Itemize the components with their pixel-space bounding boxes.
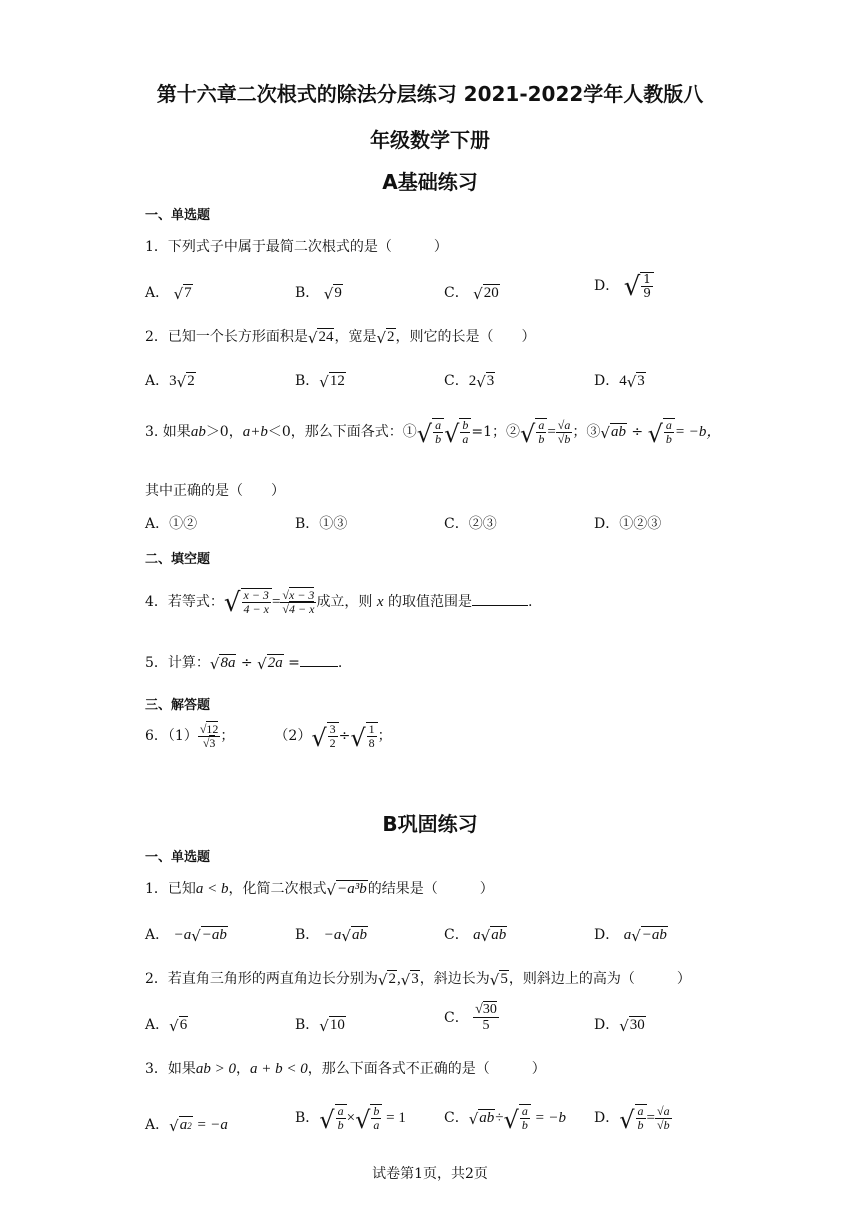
a-q1-option-a: A． √ 7 bbox=[145, 285, 192, 303]
b-q2-option-c: C． $\frac{√30}{5}$ bbox=[444, 1002, 497, 1034]
b-q3-option-d: D． √ $\frac{a}{b}$ = $\frac{√a}{√b}$ bbox=[594, 1103, 670, 1135]
q5-answer-blank[interactable] bbox=[300, 666, 338, 667]
b-question-3: 3．如果ab > 0，a + b < 0，那么下面各式不正确的是（ ） bbox=[145, 1061, 546, 1077]
section-a-title: A基础练习 bbox=[382, 170, 478, 194]
a-q1-option-b: B． √ 9 bbox=[295, 285, 342, 303]
a-question-4: 4．若等式： √ $\frac{x - 3}{4 - x}$ = $\frac{√x - 3}{√4 - x}$ 成立，则 x 的取值范围是 . bbox=[145, 587, 533, 619]
b-q3-option-c: C． √ ab ÷ √ $\frac{a}{b}$ = −b bbox=[444, 1104, 567, 1135]
b-q3-option-a: A． √ a 2 = −a bbox=[145, 1117, 228, 1135]
a-q3-option-d: D．①②③ bbox=[594, 516, 662, 532]
page-title-line1: 第十六章二次根式的除法分层练习 2021-2022学年人教版八 bbox=[156, 82, 704, 106]
a-q3-option-b: B．①③ bbox=[295, 516, 348, 532]
a-question-5: 5．计算： √ 8a ÷ √ 2a = . bbox=[145, 655, 343, 673]
page-footer: 试卷第1页，共2页 bbox=[372, 1166, 488, 1182]
section-a-group-fill-blank: 二、填空题 bbox=[145, 552, 211, 567]
a-question-3: 3. 如果ab＞0，a+b＜0，那么下面各式：① √ $\frac{a}{b}$ √ $\frac{b}{a}$ =1；② √ $\frac{a}{b}$ = $\frac{√a}{√b}$ ；③ √ ab ÷ √ $\frac{a}{b}$ = −b， bbox=[145, 417, 722, 449]
b-q2-option-a: A． √ 6 bbox=[145, 1017, 188, 1035]
a-question-6: 6．（1） $\frac{√12}{√3}$ ； （2） √ $\frac{3}{2}$ ÷ √ $\frac{1}{8}$ ； bbox=[145, 721, 392, 753]
section-a-group-solve: 三、解答题 bbox=[145, 698, 211, 713]
section-a-group-single-choice: 一、单选题 bbox=[145, 208, 211, 223]
a-q3-option-c: C．②③ bbox=[444, 516, 497, 532]
b-q1-option-c: C． a √ ab bbox=[444, 927, 507, 945]
a-question-2: 2．已知一个长方形面积是 √ 24 ，宽是 √ 2 ，则它的长是（ ） bbox=[145, 329, 536, 347]
a-q2-option-b: B． √ 12 bbox=[295, 373, 345, 391]
a-q1-option-d: D． √ $\frac{1}{9}$ bbox=[594, 272, 654, 300]
q4-answer-blank[interactable] bbox=[472, 605, 528, 606]
b-question-1: 1．已知a < b，化简二次根式 √ −a³b 的结果是（ ） bbox=[145, 881, 494, 899]
b-q1-option-a: A． −a √ −ab bbox=[145, 927, 227, 945]
section-b-group-single-choice: 一、单选题 bbox=[145, 850, 211, 865]
b-q1-option-d: D． a √ −ab bbox=[594, 927, 667, 945]
b-question-2: 2．若直角三角形的两直角边长分别为 √ 2 , √ 3 ，斜边长为 √ 5 ，则斜边上的高为（ ） bbox=[145, 971, 691, 989]
a-question-1: 1．下列式子中属于最简二次根式的是（ ） bbox=[145, 239, 448, 255]
b-q2-option-b: B． √ 10 bbox=[295, 1017, 345, 1035]
a-q1-option-c: C． √ 20 bbox=[444, 285, 499, 303]
a-q2-option-a: A．3 √ 2 bbox=[145, 373, 195, 391]
page-title-line2: 年级数学下册 bbox=[370, 128, 490, 152]
b-q2-option-d: D． √ 30 bbox=[594, 1017, 645, 1035]
a-q2-option-d: D．4 √ 3 bbox=[594, 373, 645, 391]
b-q1-option-b: B． −a √ ab bbox=[295, 927, 367, 945]
a-q2-option-c: C．2 √ 3 bbox=[444, 373, 495, 391]
a-question-3-line2: 其中正确的是（ ） bbox=[145, 483, 285, 499]
b-q3-option-b: B． √ $\frac{a}{b}$ × √ $\frac{b}{a}$ = 1 bbox=[295, 1104, 406, 1135]
section-b-title: B巩固练习 bbox=[382, 812, 478, 836]
a-q3-option-a: A．①② bbox=[145, 516, 198, 532]
